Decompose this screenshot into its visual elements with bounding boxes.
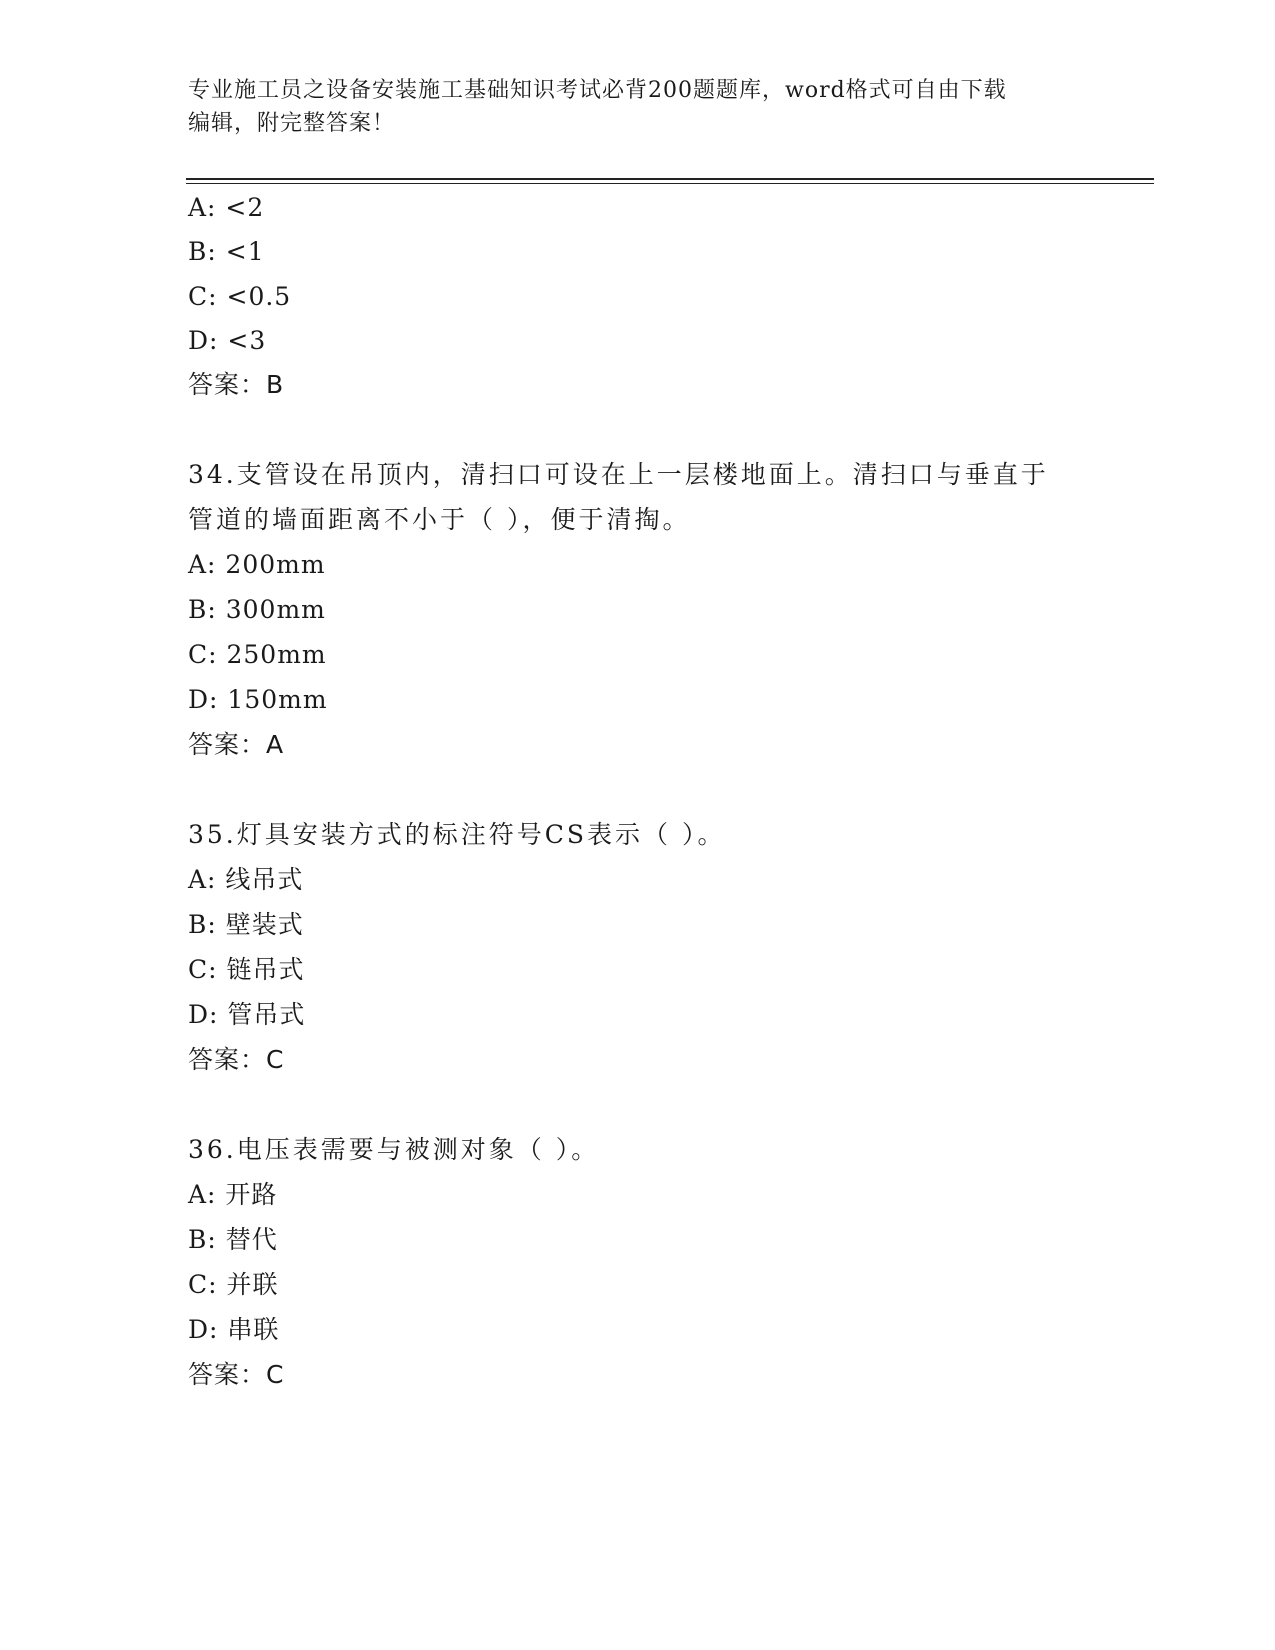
q36-option-a: A: 开路 [188, 1180, 278, 1209]
header-line-2: 编辑，附完整答案！ [188, 111, 396, 136]
header-line-1: 专业施工员之设备安装施工基础知识考试必背200题题库，word格式可自由下载 [188, 78, 1007, 103]
q36-option-b: B: 替代 [188, 1225, 278, 1254]
q34-option-c: C: 250mm [188, 640, 327, 669]
q34-option-d: D: 150mm [188, 685, 328, 714]
q33-option-c: C: <0.5 [188, 282, 292, 311]
q33-answer: 答案：B [188, 370, 285, 399]
q35-option-c: C: 链吊式 [188, 955, 305, 984]
q36-text: 36.电压表需要与被测对象（ ）。 [188, 1135, 600, 1164]
q35-text: 35.灯具安装方式的标注符号CS表示（ ）。 [188, 820, 726, 849]
q36-answer: 答案：C [188, 1360, 285, 1389]
q34-text-line-1: 34.支管设在吊顶内，清扫口可设在上一层楼地面上。清扫口与垂直于 [188, 460, 1049, 489]
header-divider-thin [186, 183, 1154, 184]
q35-option-a: A: 线吊式 [188, 865, 304, 894]
q33-option-b: B: <1 [188, 237, 265, 266]
q35-option-d: D: 管吊式 [188, 1000, 306, 1029]
q36-option-c: C: 并联 [188, 1270, 279, 1299]
q34-option-b: B: 300mm [188, 595, 326, 624]
document-header [188, 74, 1088, 140]
q35-option-b: B: 壁装式 [188, 910, 304, 939]
q33-option-a: A: <2 [188, 193, 265, 222]
q35-answer: 答案：C [188, 1045, 285, 1074]
q33-option-d: D: <3 [188, 326, 267, 355]
q34-option-a: A: 200mm [188, 550, 326, 579]
q34-text-line-2: 管道的墙面距离不小于（ ），便于清掏。 [188, 505, 691, 534]
header-divider-thick [186, 178, 1154, 180]
q36-option-d: D: 串联 [188, 1315, 280, 1344]
q34-answer: 答案：A [188, 730, 285, 759]
